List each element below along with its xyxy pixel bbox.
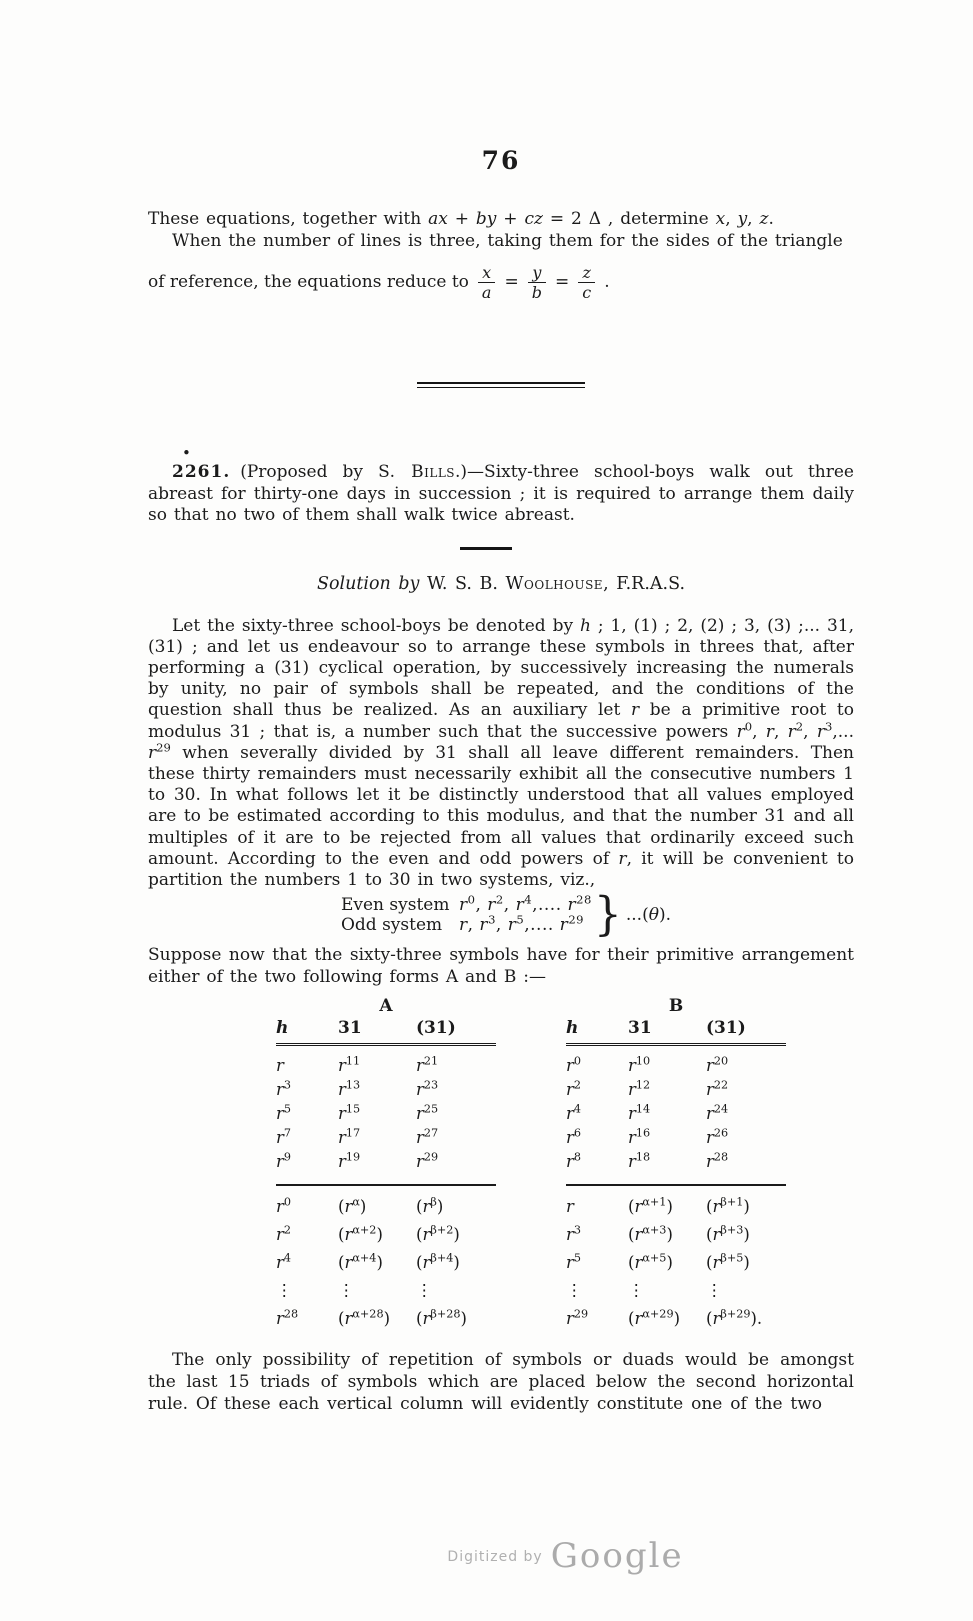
table-cell: ⋮ [566, 1281, 583, 1301]
table-cell: $r^{28}$ [706, 1150, 729, 1172]
table-cell: $r^{22}$ [706, 1078, 729, 1100]
table-cell: $r^{18}$ [628, 1150, 651, 1172]
even-system-terms: $r^0$, $r^2$, $r^4$,.... $r^{28}$ [458, 892, 592, 916]
table-a-header-h: h [276, 1018, 338, 1045]
table-a-header-row [276, 1018, 496, 1045]
table-cell: $r^5$ [566, 1251, 582, 1273]
table-cell: $(r^{\beta+4})$ [416, 1251, 460, 1273]
table-cell: ⋮ [706, 1281, 723, 1301]
google-watermark [0, 1536, 973, 1576]
table-row [276, 1305, 496, 1333]
table-cell: $r^{24}$ [706, 1102, 729, 1124]
problem-statement [148, 444, 854, 527]
page-content [148, 0, 854, 1415]
table-form-b [566, 996, 786, 1333]
table-b-header-h: h [566, 1018, 628, 1045]
even-odd-systems-equation [158, 887, 854, 942]
equation-lead-text: of reference, the equations reduce to [148, 272, 469, 292]
odd-system-row [340, 912, 592, 936]
equals-sign: = [504, 272, 519, 292]
arrangement-tables [276, 996, 854, 1333]
table-row [276, 1249, 496, 1277]
table-cell: r [566, 1185, 628, 1221]
table-cell: $(r^{\alpha+5})$ [628, 1251, 673, 1273]
table-row [276, 1078, 496, 1102]
table-row [276, 1126, 496, 1150]
table-cell: ⋮ [338, 1281, 355, 1301]
table-cell: $(r^{\beta+28})$ [416, 1307, 467, 1329]
table-cell: $(r^{\beta+29})$. [706, 1307, 763, 1329]
table-cell: $r^{25}$ [416, 1102, 439, 1124]
table-a-title: A [379, 996, 393, 1017]
table-cell: $r^7$ [276, 1126, 292, 1148]
table-row [566, 1126, 786, 1150]
table-cell: $r^{10}$ [628, 1054, 651, 1076]
closing-paragraph: The only possibility of repetition of symbols or duads would be amongst the last 15 triads of symbols which are placed below the second horizontal rule. Of these each vertical column will evidently constitute one of the two [148, 1349, 854, 1414]
table-cell: $(r^{\beta+5})$ [706, 1251, 750, 1273]
table-cell: $(r^{\beta+3})$ [706, 1223, 750, 1245]
table-cell: $(r^\alpha)$ [338, 1185, 416, 1221]
google-logo: Google [550, 1536, 684, 1576]
table-cell: $(r^{\alpha+3})$ [628, 1223, 673, 1245]
table-row [276, 1277, 496, 1305]
table-cell: $r^4$ [276, 1251, 292, 1273]
table-b-header-31p: (31) [706, 1018, 786, 1045]
table-form-a [276, 996, 496, 1333]
table-row [566, 1150, 786, 1186]
table-cell: $r^2$ [276, 1223, 292, 1245]
watermark-prefix: Digitized by [447, 1549, 543, 1565]
table-row [566, 1045, 786, 1078]
fraction-equation [148, 254, 854, 310]
table-cell: $(r^\beta)$ [416, 1185, 496, 1221]
table-row [566, 1277, 786, 1305]
table-row [276, 1045, 496, 1078]
double-rule-divider [417, 382, 585, 388]
table-cell: $r^4$ [566, 1102, 582, 1124]
table-row [566, 1078, 786, 1102]
table-cell: $(r^{\alpha+28})$ [338, 1307, 391, 1329]
table-cell: $r^{19}$ [338, 1150, 361, 1172]
suppose-paragraph: Suppose now that the sixty-three symbols have for their primitive arrangement either of the two following forms A and B :— [148, 945, 854, 987]
table-cell: $r^{13}$ [338, 1078, 361, 1100]
solution-main-paragraph: Let the sixty-three school-boys be denoted by h ; 1, (1) ; 2, (2) ; 3, (3) ;... 31, (31) ; and let us endeavour so to arrange these symbols in threes that, after performing a (31) cyclical operation, by successively increasing the numerals by unity, no pair of symbols shall be repeated, and the conditions of the question shall thus be realized. As an auxiliary let r be a primitive root to modulus 31 ; that is, a number such that the successive powers $r^0$, r, $r^2$, $r^3$,... $r^{29}$ when severally divided by 31 shall all leave different remainders. Then these thirty remainders must necessarily exhibit all the consecutive numbers 1 to 30. In what follows let it be distinctly understood that all values employed are to be estimated according to this modulus, and that the number 31 and all multiples of it are to be rejected from all values that ordinarily exceed such amount. According to the even and odd powers of r, it will be convenient to partition the numbers 1 to 30 in two systems, viz., [148, 615, 855, 890]
table-cell: $r^{27}$ [416, 1126, 439, 1148]
table-a-header-31p: (31) [416, 1018, 496, 1045]
equals-sign: = [554, 272, 570, 292]
table-row [276, 1150, 496, 1186]
table-cell: ⋮ [628, 1281, 645, 1301]
table-row [566, 1249, 786, 1277]
table-cell: $r^3$ [566, 1223, 582, 1245]
table-cell: $(r^{\alpha+29})$ [628, 1307, 681, 1329]
table-cell: $r^6$ [566, 1126, 582, 1148]
table-cell: $r^{15}$ [338, 1102, 361, 1124]
table-row [276, 1221, 496, 1249]
table-cell: $(r^{\alpha+1})$ [628, 1185, 706, 1221]
fraction-x-a: $\frac{x}{a}$ [478, 264, 496, 301]
table-cell: $r^0$ [276, 1185, 338, 1221]
table-cell: $r^9$ [276, 1150, 292, 1172]
table-cell: $r^3$ [276, 1078, 292, 1100]
even-system-label: Even system [340, 895, 450, 916]
table-cell: $r^{11}$ [338, 1054, 361, 1076]
even-system-row [340, 892, 592, 916]
table-cell: $r^5$ [276, 1102, 292, 1124]
table-cell: $r^{14}$ [628, 1102, 651, 1124]
page-number: 76 [481, 146, 521, 175]
table-b-header-row [566, 1018, 786, 1045]
intro-section [148, 209, 854, 310]
equation-period: . [604, 272, 610, 292]
table-cell: $r^{29}$ [416, 1150, 439, 1172]
table-row [276, 1102, 496, 1126]
table-cell: $r^0$ [566, 1054, 582, 1076]
short-rule-divider [460, 547, 512, 550]
table-cell: $(r^{\beta+1})$ [706, 1185, 786, 1221]
table-cell: $r^{28}$ [276, 1307, 299, 1329]
table-b-title: B [668, 996, 684, 1017]
intro-sentence-1: These equations, together with ax + by + cz = 2 Δ , determine x, y, z. [148, 209, 774, 229]
table-cell: $r^{16}$ [628, 1126, 651, 1148]
fraction-y-b: $\frac{y}{b}$ [528, 264, 546, 301]
intro-sentence-2: When the number of lines is three, taking them for the sides of the triangle [172, 230, 843, 251]
table-cell: $r^2$ [566, 1078, 582, 1100]
table-cell: $r^{26}$ [706, 1126, 729, 1148]
problem-text: (Proposed by S. Bills.)—Sixty-three school-boys walk out three abreast for thirty-one days in succession ; it is required to arrange them daily so that no two of them shall walk twice abreast. [148, 462, 854, 525]
table-cell: $(r^{\alpha+2})$ [338, 1223, 383, 1245]
table-cell: $(r^{\beta+2})$ [416, 1223, 460, 1245]
problem-number: 2261. [172, 462, 231, 482]
table-a-header-31: 31 [338, 1018, 416, 1045]
equation-theta-tag: ...(θ). [625, 905, 672, 926]
table-b-header-31: 31 [628, 1018, 706, 1045]
fraction-z-c: $\frac{z}{c}$ [578, 264, 595, 301]
table-row [276, 1185, 496, 1221]
table-cell: $r^{21}$ [416, 1054, 439, 1076]
bullet-mark: • [182, 444, 191, 462]
odd-system-terms: r, $r^3$, $r^5$,.... $r^{29}$ [458, 912, 585, 936]
solution-heading: Solution by W. S. B. Woolhouse, F.R.A.S. [316, 573, 686, 594]
table-row [566, 1102, 786, 1126]
table-row [566, 1185, 786, 1221]
table-cell: $r^{29}$ [566, 1307, 589, 1329]
right-brace: } [593, 887, 622, 942]
table-cell: ⋮ [416, 1281, 433, 1301]
table-row [566, 1305, 786, 1333]
table-cell: $r^{23}$ [416, 1078, 439, 1100]
table-cell: $r^{12}$ [628, 1078, 651, 1100]
table-cell: r [276, 1056, 284, 1076]
table-cell: $(r^{\alpha+4})$ [338, 1251, 383, 1273]
odd-system-label: Odd system [340, 915, 443, 936]
table-row [566, 1221, 786, 1249]
table-cell: ⋮ [276, 1281, 293, 1301]
table-cell: $r^{17}$ [338, 1126, 361, 1148]
table-cell: $r^8$ [566, 1150, 582, 1172]
table-cell: $r^{20}$ [706, 1054, 729, 1076]
